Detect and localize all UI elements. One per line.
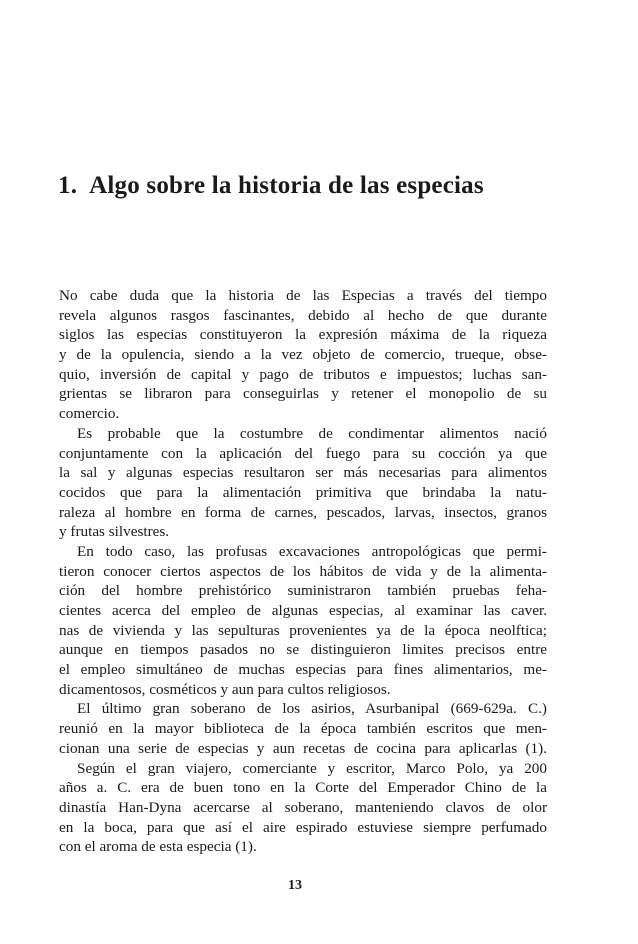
text-line: en la boca, para que así el aire espirado estuviese siempre perfumado <box>59 818 547 836</box>
text-line: comercio. <box>59 405 120 423</box>
text-line: cionan una serie de especias y aun recetas de cocina para aplicarlas (1). <box>59 739 547 757</box>
text-line: Es probable que la costumbre de condimentar alimentos nació <box>77 424 547 442</box>
text-line: aunque en tiempos pasados no se distinguieron limites precisos entre <box>59 641 547 659</box>
text-line: y de la opulencia, siendo a la vez objeto de comercio, trueque, obse- <box>59 346 547 364</box>
text-line: dinastía Han-Dyna acercarse al soberano, manteniendo clavos de olor <box>59 798 547 816</box>
text-line: tieron conocer ciertos aspectos de los hábitos de vida y de la alimenta- <box>59 562 547 580</box>
text-line: la sal y algunas especias resultaron ser más necesarias para alimentos <box>59 464 547 482</box>
chapter-title-text: Algo sobre la historia de las especias <box>89 172 484 199</box>
text-line: Según el gran viajero, comerciante y escritor, Marco Polo, ya 200 <box>77 759 547 777</box>
body-text <box>59 286 547 857</box>
text-line: No cabe duda que la historia de las Especias a través del tiempo <box>59 287 547 304</box>
text-line: revela algunos rasgos fascinantes, debido al hecho de que durante <box>59 306 547 324</box>
text-line: raleza al hombre en forma de carnes, pescados, larvas, insectos, granos <box>59 503 547 521</box>
text-line: cientes acerca del empleo de algunas especias, al examinar las caver. <box>59 602 547 619</box>
text-line: años a. C. era de buen tono en la Corte del Emperador Chino de la <box>59 779 547 797</box>
text-line: grientas se libraron para conseguirlas y retener el monopolio de su <box>59 385 547 403</box>
page-number: 13 <box>288 878 302 893</box>
text-line: el empleo simultáneo de muchas especias para fines alimentarios, me- <box>59 661 547 679</box>
text-line: reunió en la mayor biblioteca de la época también escritos que men- <box>59 720 547 738</box>
text-line: quio, inversión de capital y pago de tributos e impuestos; luchas san- <box>59 365 547 383</box>
text-line: cocidos que para la alimentación primitiva que brindaba la natu- <box>59 483 547 501</box>
text-line: con el aroma de esta especia (1). <box>59 838 257 856</box>
text-line: nas de vivienda y las sepulturas provenientes ya de la época neolftica; <box>59 621 547 639</box>
text-line: dicamentosos, cosméticos y aun para cultos religiosos. <box>59 680 391 698</box>
text-line: conjuntamente con la aplicación del fuego para su cocción ya que <box>59 444 547 462</box>
text-line: siglos las especias constituyeron la expresión máxima de la riqueza <box>59 326 547 344</box>
chapter-title <box>58 172 598 200</box>
text-line: y frutas silvestres. <box>59 523 170 541</box>
text-line: ción del hombre prehistórico suministraron también pruebas feha- <box>59 582 547 600</box>
text-line: En todo caso, las profusas excavaciones antropológicas que permi- <box>77 542 547 560</box>
chapter-number: 1. <box>58 172 78 199</box>
text-line: El último gran soberano de los asirios, Asurbanipal (669-629a. C.) <box>77 700 547 718</box>
